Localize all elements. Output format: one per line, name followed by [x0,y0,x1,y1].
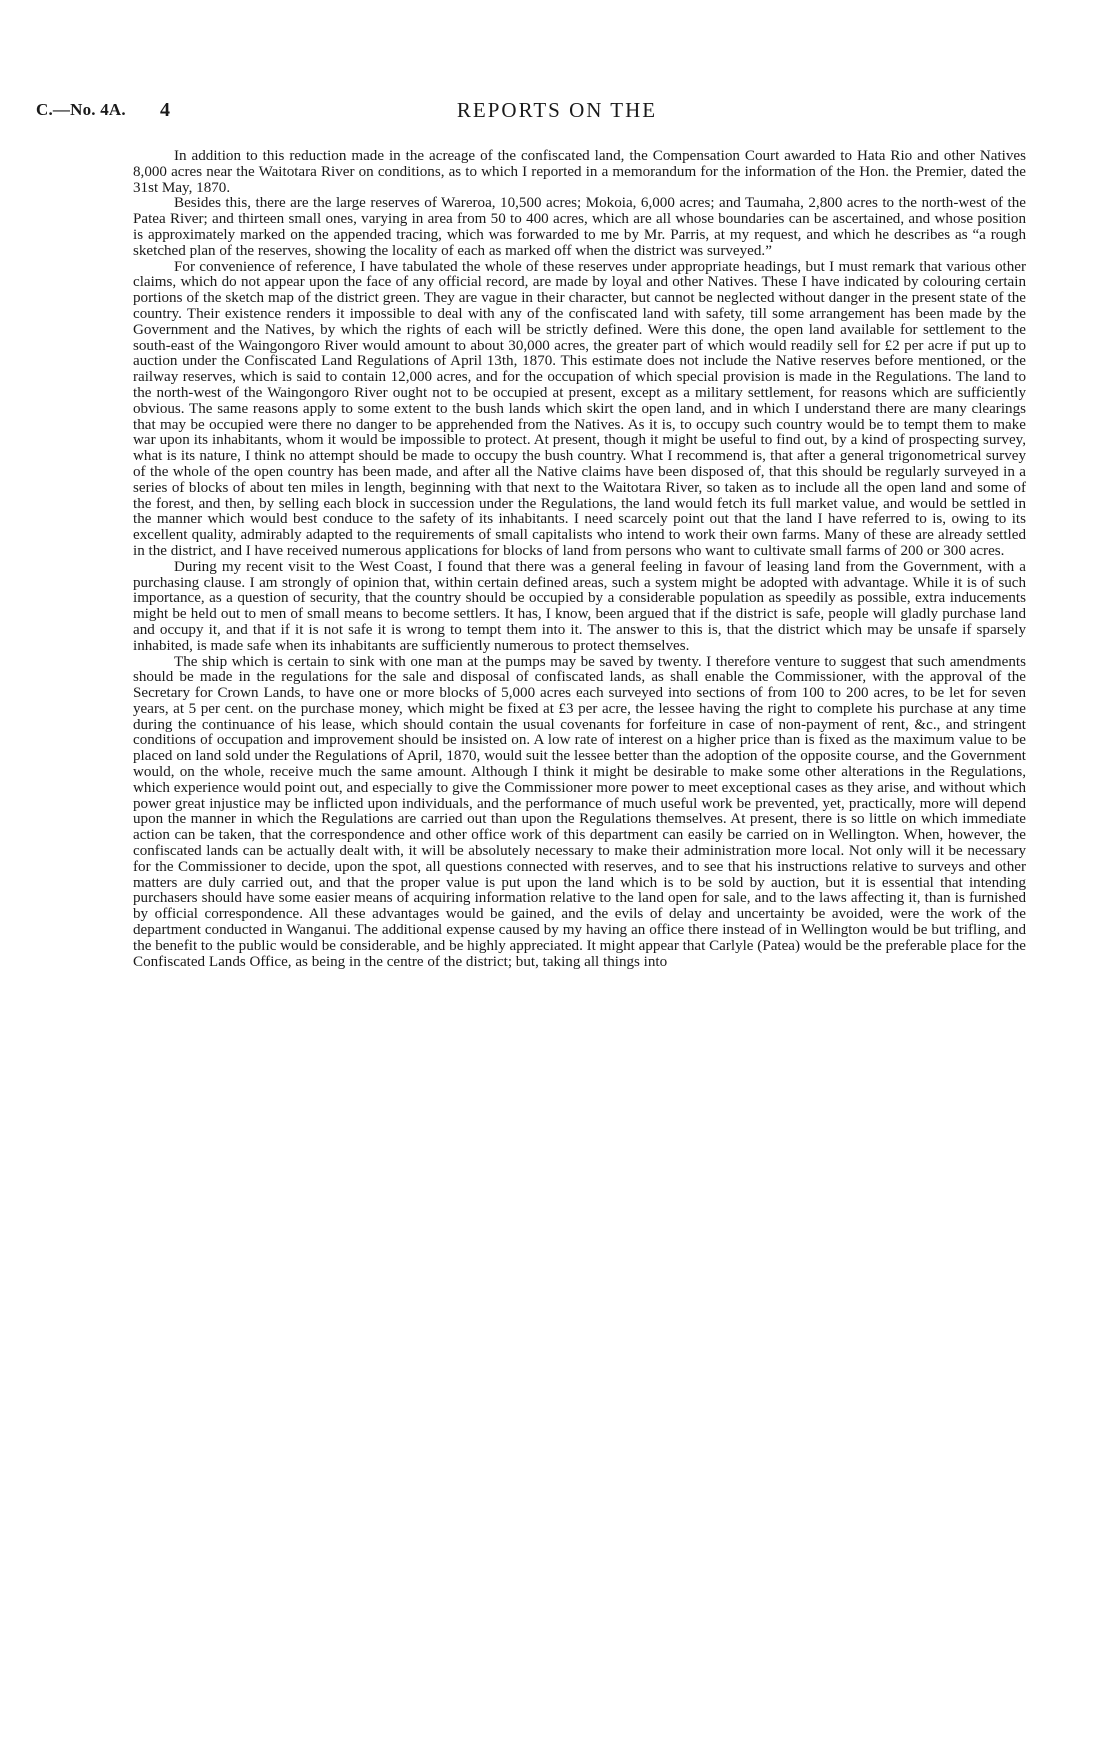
running-title: REPORTS ON THE [456,98,658,122]
document-reference: C.—No. 4A. [36,100,126,119]
paragraph: In addition to this reduction made in the acreage of the confiscated land, the Compensation Court awarded to Hata Rio and other Natives 8,000 acres near the Waitotara River on conditions, as to which I reported in a memorandum for the information of the Hon. the Premier, dated the 31st May, 1870. [133,148,1026,196]
page-header [36,100,1078,126]
page-number: 4 [160,99,170,121]
paragraph: The ship which is certain to sink with one man at the pumps may be saved by twenty. I therefore venture to suggest that such amendments should be made in the regulations for the sale and disposal of confiscated lands, as shall enable the Commissioner, with the approval of the Secretary for Crown Lands, to have one or more blocks of 5,000 acres each surveyed into sections of from 100 to 200 acres, to be let for seven years, at 5 per cent. on the purchase money, which might be fixed at £3 per acre, the lessee having the right to complete his purchase at any time during the continuance of his lease, which should contain the usual covenants for forfeiture in case of non-payment of rent, &c., and stringent conditions of occupation and improvement should be insisted on. A low rate of interest on a higher price than is fixed as the maximum value to be placed on land sold under the Regulations of April, 1870, would suit the lessee better than the adoption of the opposite course, and the Government would, on the whole, receive much the same amount. Although I think it might be desirable to make some other alterations in the Regulations, which experience would point out, and especially to give the Commissioner more power to meet exceptional cases as they arise, and without which power great injustice may be inflicted upon individuals, and the performance of much useful work be prevented, yet, practically, more will depend upon the manner in which the Regulations are carried out than upon the Regulations themselves. At present, there is so little on which immediate action can be taken, that the correspondence and other office work of this department can easily be carried on in Wellington. When, however, the confiscated lands can be actually dealt with, it will be absolutely necessary to make their administration more local. Not only will it be necessary for the Commissioner to decide, upon the spot, all questions connected with reserves, and to see that his instructions relative to surveys and other matters are duly carried out, and that the proper value is put upon the land which is to be sold by auction, but it is essential that intending purchasers should have some easier means of acquiring information relative to the land open for sale, and to the laws affecting it, than is furnished by official correspondence. All these advantages would be gained, and the evils of delay and uncertainty be avoided, were the work of the department conducted in Wanganui. The additional expense caused by my having an office there instead of in Wellington would be but trifling, and the benefit to the public would be considerable, and be highly appreciated. It might appear that Carlyle (Patea) would be the preferable place for the Confiscated Lands Office, as being in the centre of the district; but, taking all things into [133,653,1026,970]
paragraph: During my recent visit to the West Coast, I found that there was a general feeling in favour of leasing land from the Government, with a purchasing clause. I am strongly of opinion that, within certain defined areas, such a system might be adopted with advantage. While it is of such importance, as a question of security, that the country should be occupied by a considerable population as speedily as possible, extra inducements might be held out to men of small means to become settlers. It has, I know, been argued that if the district is safe, people will gladly purchase land and occupy it, and that if it is not safe it is wrong to tempt them into it. The answer to this is, that the district which may be unsafe if sparsely inhabited, is made safe when its inhabitants are sufficiently numerous to protect themselves. [133,558,1026,654]
paragraph: For convenience of reference, I have tabulated the whole of these reserves under appropriate headings, but I must remark that various other claims, which do not appear upon the face of any official record, are made by loyal and other Natives. These I have indicated by colouring certain portions of the sketch map of the district green. They are vague in their character, but cannot be neglected without danger in the present state of the country. Their existence renders it impossible to deal with any of the confiscated land with safety, till some arrangement has been made by the Government and the Natives, by which the rights of each will be strictly defined. Were this done, the open land available for settlement to the south-east of the Waingongoro River would amount to about 30,000 acres, the greater part of which would readily sell for £2 per acre if put up to auction under the Confiscated Land Regulations of April 13th, 1870. This estimate does not include the Native reserves before mentioned, or the railway reserves, which is said to contain 12,000 acres, and for the occupation of which special provision is made in the Regulations. The land to the north-west of the Waingongoro River ought not to be occupied at present, except as a military settlement, for reasons which are sufficiently obvious. The same reasons apply to some extent to the bush lands which skirt the open land, and in which I understand there are many clearings that may be occupied were there no danger to be apprehended from the Natives. As it is, to occupy such country would be to tempt them to make war upon its inhabitants, whom it would be impossible to protect. At present, though it might be useful to find out, by a kind of prospecting survey, what is its nature, I think no attempt should be made to occupy the bush country. What I recommend is, that after a general trigonometrical survey of the whole of the open country has been made, and after all the Native claims have been disposed of, that this should be regularly surveyed in a series of blocks of about ten miles in length, beginning with that next to the Waitotara River, so taken as to include all the open land and some of the forest, and then, by selling each block in succession under the Regulations, the land would fetch its full market value, and would be settled in the manner which would best conduce to the safety of its inhabitants. I need scarcely point out that the land I have referred to is, owing to its excellent quality, admirably adapted to the requirements of small capitalists who intend to work their own farms. Many of these are already settled in the district, and I have received numerous applications for blocks of land from persons who want to cultivate small farms of 200 or 300 acres. [133,258,1026,559]
paragraph: Besides this, there are the large reserves of Wareroa, 10,500 acres; Mokoia, 6,000 acres; and Taumaha, 2,800 acres to the north-west of the Patea River; and thirteen small ones, varying in area from 50 to 400 acres, which are all whose boundaries can be ascertained, and whose position is approximately marked on the appended tracing, which was forwarded to me by Mr. Parris, at my request, and which he describes as “a rough sketched plan of the reserves, showing the locality of each as marked off when the district was surveyed.” [133,195,1026,259]
report-body [133,149,1026,970]
